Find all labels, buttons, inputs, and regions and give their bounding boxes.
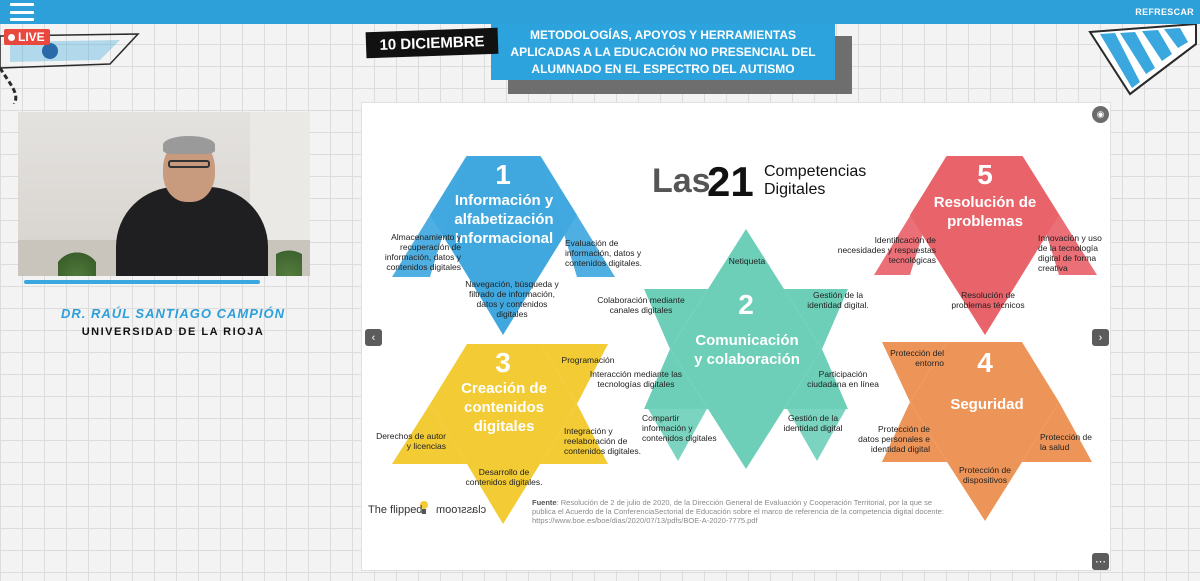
heading-las: Las: [652, 162, 711, 200]
area-5-title-line: Resolución de: [933, 194, 1037, 211]
plant-icon: [276, 236, 302, 276]
label-line: filtrado de información,: [469, 289, 555, 299]
area-5-title-line: problemas: [947, 213, 1023, 230]
logo-text-part-2: classroom: [435, 504, 486, 516]
competency-label: [364, 431, 446, 451]
live-dot-icon: [8, 34, 15, 41]
source-citation: [532, 498, 952, 525]
competency-label: [712, 256, 782, 266]
label-line: necesidades y respuestas: [837, 245, 936, 255]
label-line: Netiqueta: [728, 256, 766, 266]
heading-line-1: Competencias: [764, 163, 867, 180]
label-line: datos personales e: [858, 434, 930, 444]
competency-label: [365, 232, 461, 272]
area-3-number: 3: [495, 347, 511, 378]
live-label: LIVE: [18, 30, 45, 44]
label-line: reelaboración de: [564, 436, 628, 446]
label-line: digitales: [496, 309, 528, 319]
label-line: Compartir: [642, 413, 680, 423]
label-line: Protección de: [1040, 432, 1092, 442]
competency-label: [558, 355, 618, 365]
label-line: Programación: [561, 355, 615, 365]
label-line: contenidos digitales.: [564, 446, 642, 456]
event-title: [491, 24, 835, 80]
event-title-line-2: APLICADAS A LA EDUCACIÓN NO PRESENCIAL DEL: [510, 45, 816, 59]
area-5-number: 5: [977, 159, 993, 190]
label-line: de la tecnología: [1038, 243, 1099, 253]
label-line: contenidos digitales.: [565, 258, 643, 268]
previous-slide-button[interactable]: ‹: [365, 329, 382, 346]
label-line: Protección de: [959, 465, 1011, 475]
label-line: dispositivos: [963, 475, 1007, 485]
label-line: Protección de: [878, 424, 930, 434]
label-line: Desarrollo de: [478, 467, 530, 477]
label-line: Colaboración mediante: [597, 295, 685, 305]
source-label: Fuente: [532, 498, 557, 507]
top-bar: [0, 0, 1200, 24]
more-options-button[interactable]: ⋯: [1092, 553, 1109, 570]
label-line: Innovación y uso: [1038, 233, 1102, 243]
label-line: Derechos de autor: [376, 431, 446, 441]
label-line: entorno: [915, 358, 944, 368]
label-line: tecnologías digitales: [597, 379, 675, 389]
presentation-slide: [361, 102, 1111, 571]
label-line: identidad digital: [870, 444, 930, 454]
decorative-ruler-art: [1080, 24, 1200, 96]
pointer-icon[interactable]: ◉: [1092, 106, 1109, 123]
logo-text-part-1: The flipped: [368, 504, 423, 516]
competency-label: [798, 369, 888, 389]
area-2-title: [682, 331, 812, 369]
area-4-title: [932, 395, 1042, 414]
label-line: Resolución de: [961, 290, 1015, 300]
label-line: datos y contenidos: [476, 299, 548, 309]
competency-label: [940, 290, 1036, 310]
label-line: Navegación, búsqueda y: [465, 279, 559, 289]
area-1-title-line: alfabetización: [454, 211, 554, 228]
label-line: información, datos y: [565, 248, 642, 258]
label-line: Integración y: [564, 426, 613, 436]
slide-heading: [652, 158, 892, 208]
live-badge: [4, 29, 50, 45]
area-4-title-line: Seguridad: [950, 396, 1024, 413]
next-slide-button[interactable]: ›: [1092, 329, 1109, 346]
source-text: : Resolución de 2 de julio de 2020, de la Dirección General de Evaluación y Cooperación Territorial, por la que se publica el Acuerdo de la ConferenciaSectorial de Educación sobre el marco de referencia de la competencia digital docente: https://www.boe.es/boe/dias/2020/07/13/pdfs/BOE-A-2020-7775.pdf: [532, 498, 944, 525]
area-3-title-line: Creación de: [461, 380, 547, 397]
area-1-number: 1: [495, 159, 511, 190]
competency-label: [947, 465, 1023, 485]
competency-label: [586, 369, 686, 389]
plant-icon: [58, 242, 96, 276]
speaker-divider: [24, 280, 260, 286]
label-line: información y: [642, 423, 693, 433]
speaker-hair: [163, 136, 215, 154]
label-line: Protección del: [890, 348, 944, 358]
area-2-title-line: Comunicación: [695, 332, 799, 349]
label-line: creativa: [1038, 263, 1068, 273]
label-line: problemas técnicos: [951, 300, 1025, 310]
competency-label: [798, 290, 878, 310]
competency-label: [642, 413, 738, 443]
label-line: Gestión de la: [787, 413, 839, 423]
label-line: Almacenamiento y: [391, 232, 461, 242]
competency-label: [824, 235, 936, 265]
heading-number: 21: [707, 158, 754, 205]
label-line: canales digitales: [609, 305, 673, 315]
label-line: Gestión de la: [812, 290, 864, 300]
label-line: Evaluación de: [565, 238, 619, 248]
competency-label: [1040, 432, 1100, 452]
label-line: Identificación de: [874, 235, 936, 245]
area-3-title: [448, 379, 560, 436]
competency-label: [564, 426, 652, 456]
label-line: identidad digital: [783, 423, 843, 433]
label-line: y licencias: [406, 441, 446, 451]
speaker-organization: UNIVERSIDAD DE LA RIOJA: [81, 326, 265, 338]
label-line: la salud: [1040, 442, 1070, 452]
label-line: tecnológicas: [888, 255, 936, 265]
speaker-video: [18, 112, 310, 276]
area-3-title-line: digitales: [473, 418, 535, 435]
heading-line-2: Digitales: [764, 181, 826, 198]
label-line: recuperación de: [400, 242, 461, 252]
label-line: Interacción mediante las: [589, 369, 683, 379]
flipped-classroom-logo: [368, 504, 488, 516]
menu-icon[interactable]: [10, 3, 34, 21]
area-2-title-line: y colaboración: [694, 351, 800, 368]
competency-label: [565, 238, 657, 268]
label-line: contenidos digitales.: [465, 477, 543, 487]
competency-label: [848, 424, 930, 454]
event-title-line-1: METODOLOGÍAS, APOYOS Y HERRAMIENTAS: [529, 28, 797, 42]
competency-label: [456, 279, 568, 319]
label-line: contenidos digitales: [386, 262, 461, 272]
date-label: 10 DICIEMBRE: [366, 28, 499, 59]
competency-label: [591, 295, 691, 315]
label-line: información, datos y: [384, 252, 461, 262]
area-1-title-line: Informacional: [454, 230, 554, 247]
label-line: contenidos digitales: [642, 433, 717, 443]
area-5-title: [922, 193, 1048, 231]
area-3-title-line: contenidos: [463, 399, 544, 416]
label-line: Participación: [818, 369, 868, 379]
glasses-icon: [168, 160, 210, 168]
area-2-number: 2: [738, 289, 754, 320]
competency-label: [1038, 233, 1112, 273]
competency-label: [770, 413, 856, 433]
label-line: digital de forma: [1038, 253, 1097, 263]
event-title-line-3: ALUMNADO EN EL ESPECTRO DEL AUTISMO: [531, 62, 795, 76]
area-1-title-line: Información y: [454, 192, 554, 209]
area-4-number: 4: [977, 347, 993, 378]
refresh-button[interactable]: REFRESCAR: [1135, 7, 1194, 17]
label-line: identidad digital.: [807, 300, 869, 310]
label-line: ciudadana en línea: [807, 379, 879, 389]
speaker-name: DR. RAÚL SANTIAGO CAMPIÓN: [60, 306, 286, 321]
competency-label: [458, 467, 550, 487]
competency-label: [868, 348, 944, 368]
